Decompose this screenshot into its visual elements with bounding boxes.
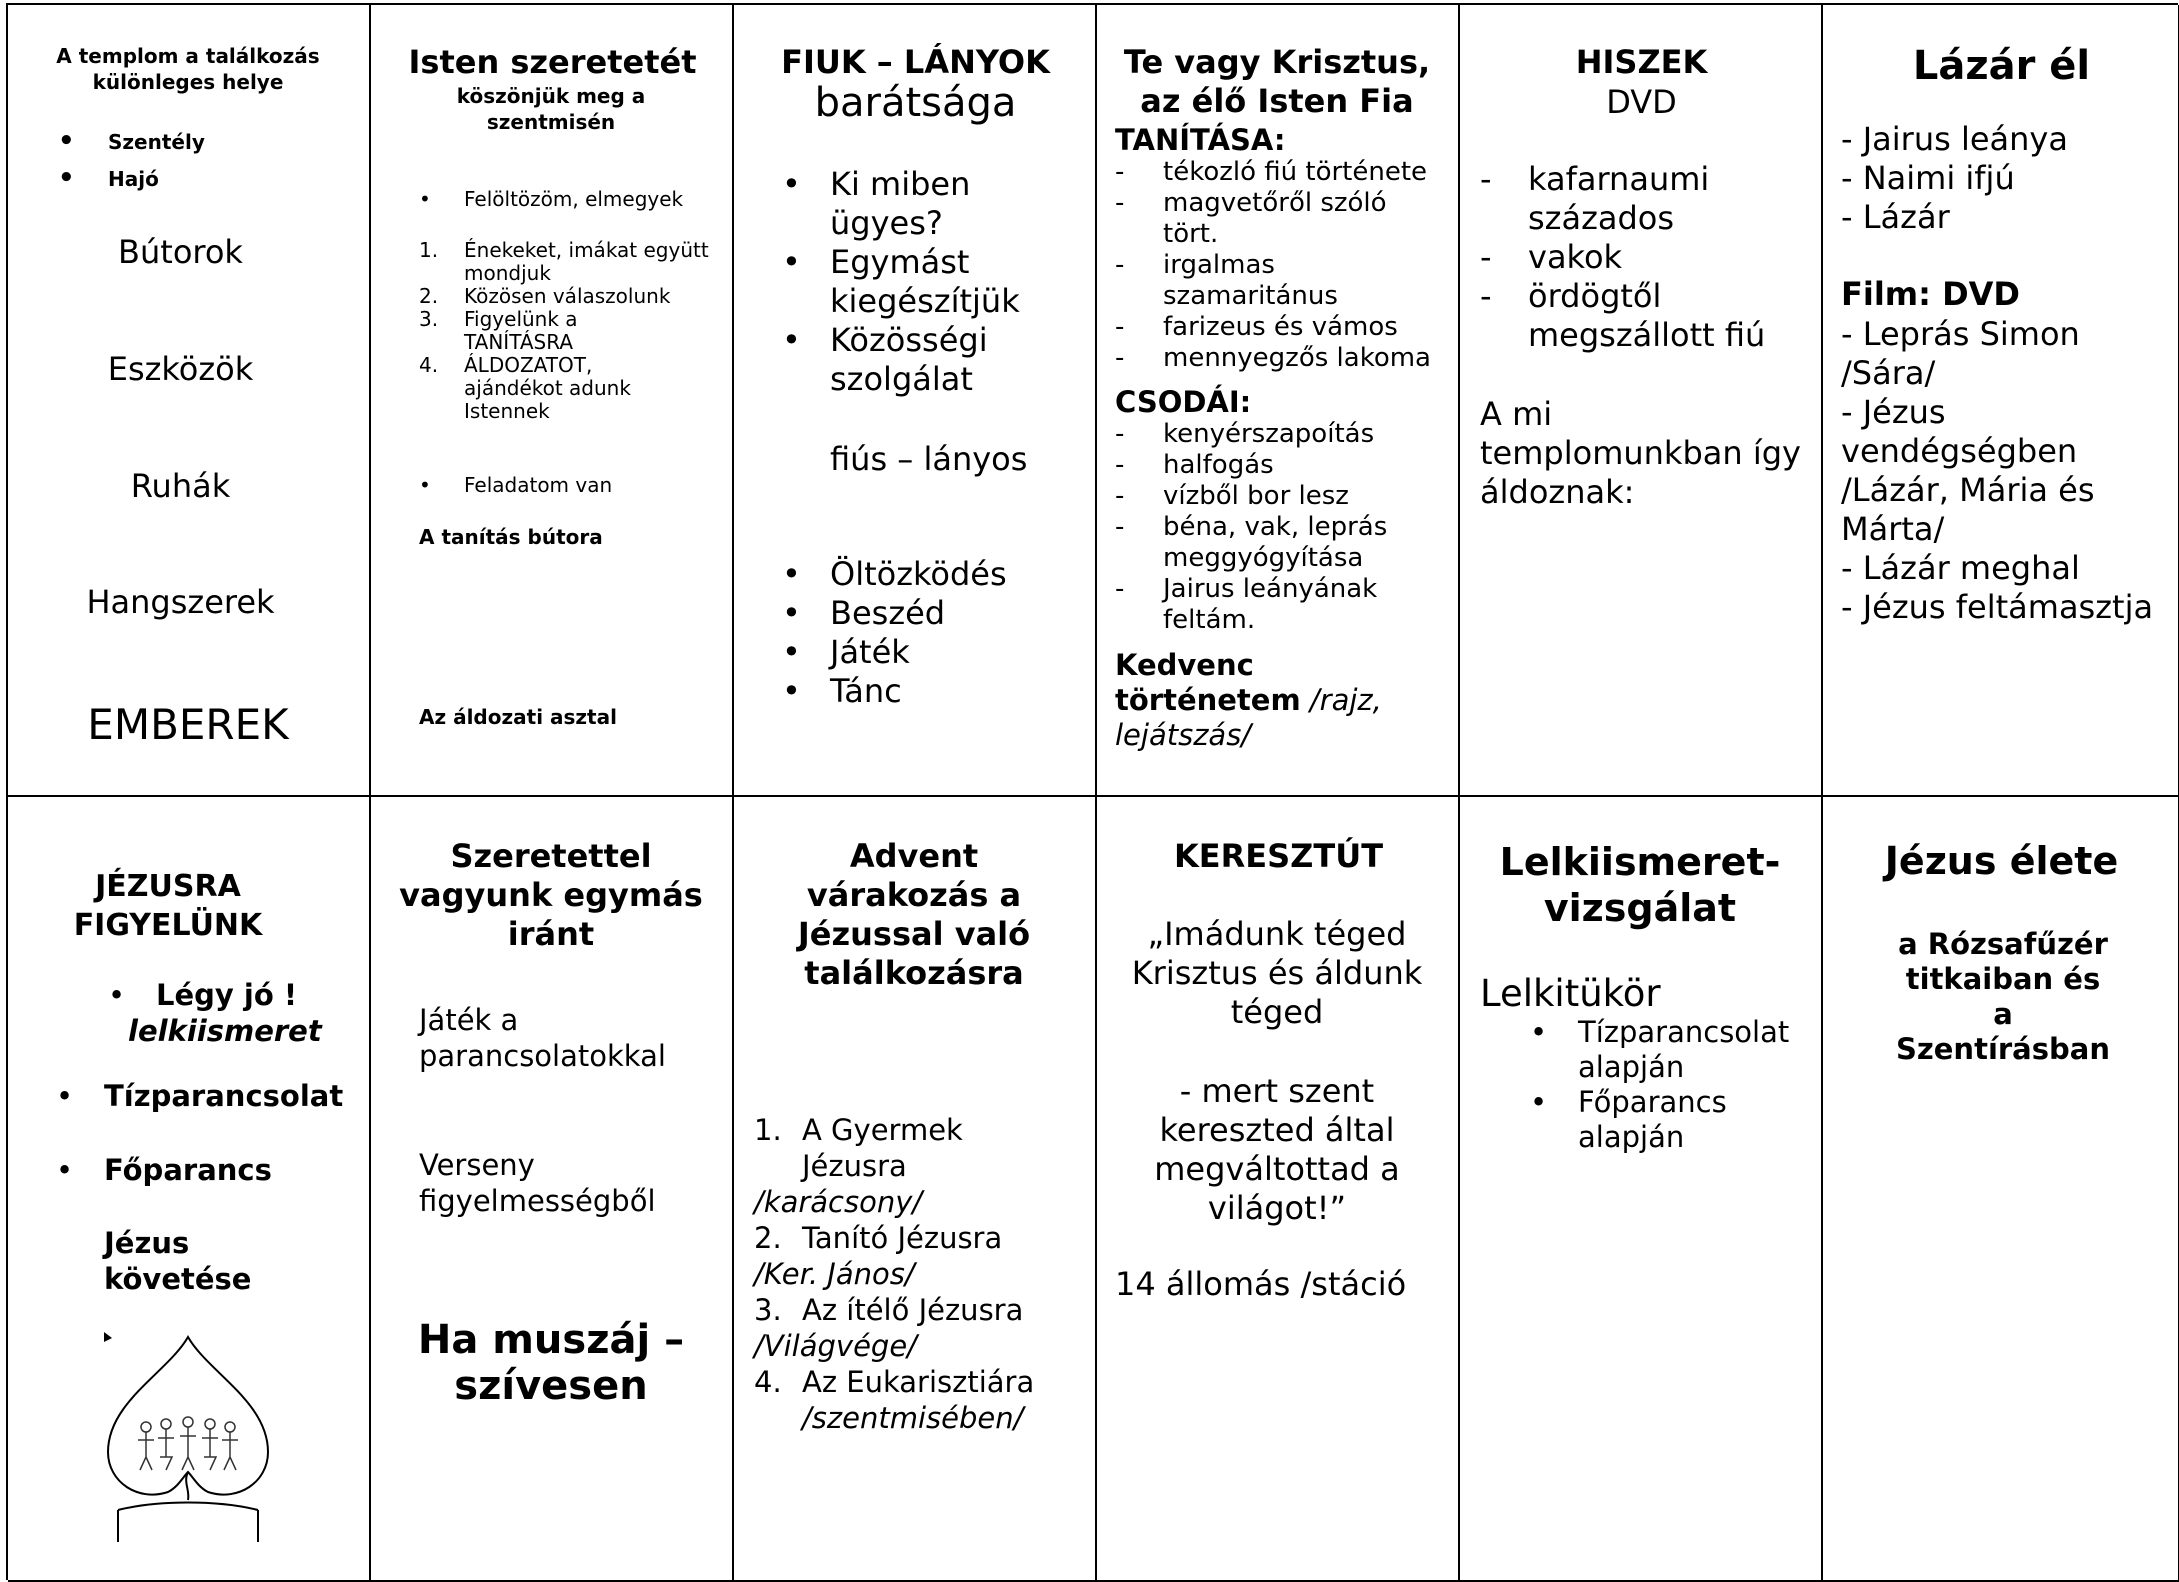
list-item: - farizeus és vámos	[1115, 312, 1455, 343]
list-item: - halfogás	[1115, 450, 1455, 481]
cell-believe	[1460, 5, 1823, 797]
list-number: 3.	[754, 1293, 782, 1327]
list-item-text: kafarnaumi százados	[1528, 160, 1710, 237]
list-item: - kafarnaumi százados	[1480, 160, 1810, 238]
cell-attention: JÉZUSRA FIGYELÜNK • Légy jó ! lelkiismeret • Tízparancsolat • Főparancs Jézus követése	[8, 797, 371, 1582]
cell-subtitle: barátsága	[814, 80, 1017, 126]
list-item-text: Az Eukarisztiára	[802, 1365, 1035, 1399]
list-number: 1.	[754, 1113, 782, 1147]
list-item: - ördögtől megszállott fiú	[1480, 277, 1810, 355]
cell-lazarus	[1823, 5, 2179, 797]
cell-title: JÉZUSRA FIGYELÜNK	[73, 869, 263, 943]
list-item-text: Közösen válaszolunk	[464, 284, 671, 308]
list-item: - vízből bor lesz	[1115, 481, 1455, 512]
list-item: • Egymást kiegészítjük	[782, 243, 1082, 321]
note-text: Az áldozati asztal	[419, 705, 617, 729]
cell-advent	[734, 797, 1097, 1582]
list-item-text: Egymást kiegészítjük	[830, 243, 1020, 320]
body-text: Verseny figyelmességből	[419, 1148, 656, 1218]
list-item: - Jézus feltámasztja	[1841, 588, 2154, 626]
list-item	[754, 1292, 1089, 1364]
list-item: 3. Figyelünk a TANÍTÁSRA	[419, 308, 719, 354]
list-item-note: /Ker. János/	[754, 1257, 915, 1291]
cell-title: Advent várakozás a Jézussal való találkozásra	[797, 837, 1031, 992]
list-item-text: Ki miben ügyes?	[830, 165, 971, 242]
list-item: - vakok	[1480, 238, 1810, 277]
list-item-text: béna, vak, leprás meggyógyítása	[1163, 512, 1388, 573]
lesson-grid	[6, 3, 2178, 1580]
list-item-text: halfogás	[1163, 450, 1274, 480]
teaching-list	[1115, 157, 1455, 374]
item-label: EMBEREK	[87, 700, 289, 749]
cell-title: FIUK – LÁNYOK	[781, 43, 1050, 81]
list-item-text: magvetőről szóló tört.	[1163, 188, 1387, 249]
cell-title: Jézus élete	[1884, 839, 2119, 883]
list-item-text: Figyelünk a TANÍTÁSRA	[464, 307, 578, 354]
list-item-text: Közösségi szolgálat	[830, 321, 988, 398]
list-item-text: mennyegzős lakoma	[1163, 343, 1431, 373]
list-item-text: Jairus leányának feltám.	[1163, 574, 1378, 635]
candle-flame-icon	[98, 1332, 278, 1542]
cell-title: Te vagy Krisztus, az élő Isten Fia	[1123, 43, 1431, 120]
cell-conscience	[1460, 797, 1823, 1582]
favorite-text	[1115, 648, 1415, 753]
bullet-text: Főparancs	[104, 1153, 272, 1187]
list-item: - Naimi ifjú	[1841, 159, 2015, 197]
cell-mass: Isten szeretetét köszönjük meg a szentmisén • Felöltözöm, elmegyek 1. Énekeket, imákat együtt mondjuk 2. Közösen válaszolunk 3. Figyelünk a TANÍTÁSRA 4. ÁLDOZATOT, ajándékot adunk Istennek • Feladatom van A tanítás bútora Az áldozati asztal	[371, 5, 734, 797]
numbered-list	[419, 239, 719, 423]
cell-jesus-life	[1823, 797, 2179, 1582]
bullet-list	[782, 555, 1082, 711]
list-item: 2. Közösen válaszolunk	[419, 285, 719, 308]
bullet-bold: Légy jó !	[156, 978, 298, 1012]
list-item-text: Az ítélő Jézusra	[802, 1293, 1024, 1327]
list-item: - magvetőről szóló tört.	[1115, 188, 1455, 250]
list-item: - mennyegzős lakoma	[1115, 343, 1455, 374]
body-text: Játék a parancsolatokkal	[419, 1003, 666, 1073]
list-item-text: tékozló fiú története	[1163, 157, 1428, 187]
list-item-note: /szentmisében/	[802, 1401, 1024, 1435]
list-item-text: Főparancs alapján	[1578, 1085, 1727, 1154]
note-text: A tanítás bútora	[419, 525, 603, 549]
list-item: • Főparancs alapján	[1530, 1085, 1727, 1154]
motto-text: Ha muszáj – szívesen	[417, 1317, 685, 1409]
mirror-label: Lelkitükör	[1480, 972, 1661, 1015]
list-item	[754, 1364, 1089, 1436]
list-item: - Jézus vendégségben /Lázár, Mária és Márta/	[1841, 393, 2095, 548]
bullet-list	[1530, 1015, 1810, 1155]
list-item-text: Tánc	[830, 672, 902, 710]
bullet-text: Szentély	[108, 130, 205, 154]
list-item	[754, 1112, 1089, 1220]
item-label: Ruhák	[130, 467, 231, 505]
list-item: • Tízparancsolat alapján	[1530, 1015, 1810, 1085]
list-item: • Közösségi szolgálat	[782, 321, 1082, 399]
cell-title: Isten szeretetét	[408, 43, 697, 81]
bullet-item: • Légy jó ! lelkiismeret	[108, 978, 322, 1048]
dash-list	[1480, 160, 1810, 355]
list-item: - béna, vak, leprás meggyógyítása	[1115, 512, 1455, 574]
cell-title: Lázár él	[1912, 43, 2091, 89]
cell-church: A templom a találkozás különleges helye • Szentély • Hajó Bútorok Eszközök Ruhák Hangszerek EMBEREK	[8, 5, 371, 797]
bullet-text: Hajó	[108, 167, 159, 191]
prayer-text: „Imádunk téged Krisztus és áldunk téged	[1131, 915, 1423, 1031]
list-item: - Jairus leányának feltám.	[1115, 574, 1455, 636]
list-item: - tékozló fiú története	[1115, 157, 1455, 188]
cell-love	[371, 797, 734, 1582]
list-item-text: Játék	[830, 633, 910, 671]
bullet-text: Tízparancsolat	[104, 1079, 344, 1113]
bullet-italic: lelkiismeret	[128, 1014, 322, 1048]
cell-subtitle: köszönjük meg a szentmisén	[456, 84, 646, 134]
list-item: - Lázár	[1841, 198, 1950, 236]
list-item: - Leprás Simon /Sára/	[1841, 315, 2080, 392]
favorite-italic: /rajz, lejátszás/	[1115, 683, 1382, 752]
advent-list	[754, 1112, 1089, 1436]
candle-illustration	[98, 1332, 278, 1546]
middle-text: fiús – lányos	[830, 440, 1028, 478]
list-item: • Tánc	[782, 672, 1082, 711]
item-label: Hangszerek	[86, 583, 275, 621]
list-item: 4. ÁLDOZATOT, ajándékot adunk Istennek	[419, 354, 719, 423]
cell-friendship	[734, 5, 1097, 797]
section-label: TANÍTÁSA:	[1115, 123, 1286, 157]
list-item-text: vakok	[1528, 238, 1623, 276]
list-item: • Beszéd	[782, 594, 1082, 633]
list-item-text: Tanító Jézusra	[802, 1221, 1003, 1255]
list-item-note: /karácsony/	[754, 1185, 923, 1219]
list-item-text: vízből bor lesz	[1163, 481, 1349, 511]
list-item-text: A Gyermek Jézusra	[802, 1113, 963, 1183]
list-item-note: /Világvége/	[754, 1329, 917, 1363]
bullet-text: Feladatom van	[464, 473, 613, 497]
plain-list	[1841, 315, 2176, 627]
miracle-list	[1115, 419, 1455, 636]
cell-title: KERESZTÚT	[1173, 837, 1384, 875]
list-item: - Jairus leánya	[1841, 120, 2068, 158]
cell-christ	[1097, 5, 1460, 797]
body-text: A mi templomunkban így áldoznak:	[1480, 395, 1801, 511]
section-label: CSODÁI:	[1115, 385, 1252, 419]
list-item	[754, 1220, 1089, 1292]
plain-list	[1841, 120, 2176, 237]
list-item: • Öltözködés	[782, 555, 1082, 594]
list-item-text: Énekeket, imákat együtt mondjuk	[464, 238, 709, 285]
list-item: • Ki miben ügyes?	[782, 165, 1082, 243]
bullet-text: Felöltözöm, elmegyek	[464, 187, 684, 211]
list-item: 1. Énekeket, imákat együtt mondjuk	[419, 239, 719, 285]
list-number: 2.	[754, 1221, 782, 1255]
bullet-list	[782, 165, 1082, 399]
cell-title: A templom a találkozás különleges helye	[56, 44, 320, 94]
list-item-text: Tízparancsolat alapján	[1578, 1015, 1790, 1084]
cell-subtitle: a Rózsafűzér titkaiban és a Szentírásban	[1896, 927, 2110, 1066]
list-item-text: ördögtől megszállott fiú	[1528, 277, 1766, 354]
list-item-text: kenyérszapoítás	[1163, 419, 1375, 449]
item-label: Bútorok	[118, 233, 243, 271]
item-label: Eszközök	[107, 350, 254, 388]
list-item: - Lázár meghal	[1841, 549, 2080, 587]
follow-text: Jézus követése	[104, 1226, 252, 1296]
cell-title: Lelkiismeret-vizsgálat	[1499, 840, 1781, 930]
list-number: 4.	[754, 1365, 782, 1399]
list-item-text: ÁLDOZATOT, ajándékot adunk Istennek	[464, 353, 631, 423]
list-item: • Játék	[782, 633, 1082, 672]
list-item: - kenyérszapoítás	[1115, 419, 1455, 450]
list-item-text: Öltözködés	[830, 555, 1007, 593]
cell-way-of-cross	[1097, 797, 1460, 1582]
list-item: - irgalmas szamaritánus	[1115, 250, 1455, 312]
cell-title: Szeretettel vagyunk egymás iránt	[399, 837, 703, 953]
stations-text: 14 állomás /stáció	[1115, 1265, 1407, 1303]
prayer-text: - mert szent kereszted által megváltottad a világot!”	[1154, 1072, 1400, 1227]
section-label: Film: DVD	[1841, 275, 2020, 313]
list-item-text: farizeus és vámos	[1163, 312, 1398, 342]
cell-subtitle: DVD	[1606, 83, 1677, 121]
list-item-text: Beszéd	[830, 594, 946, 632]
cell-title: HISZEK	[1575, 43, 1708, 81]
list-item-text: irgalmas szamaritánus	[1163, 250, 1338, 311]
favorite-bold: Kedvenc történetem	[1115, 648, 1301, 717]
